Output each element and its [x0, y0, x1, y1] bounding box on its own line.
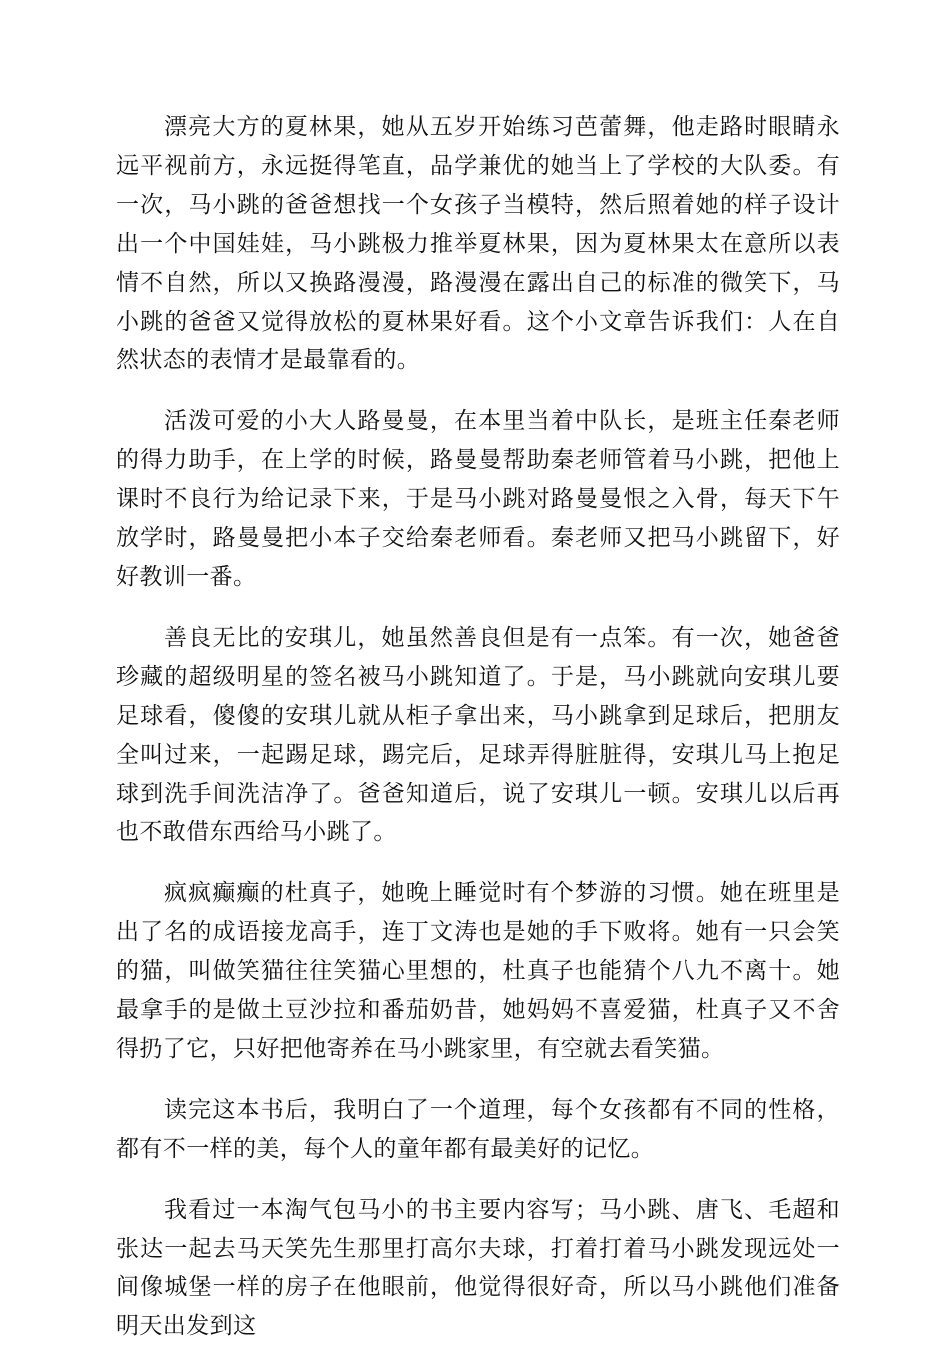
paragraph-4: 疯疯癫癫的杜真子，她晚上睡觉时有个梦游的习惯。她在班里是出了名的成语接龙高手，连丁文涛也是她的手下败将。她有一只会笑的猫，叫做笑猫往往笑猫心里想的，杜真子也能猜个八九不离十。她最拿手的是做土豆沙拉和番茄奶昔，她妈妈不喜爱猫，杜真子又不舍得扔了它，只好把他寄养在马小跳家里，有空就去看笑猫。 — [116, 880, 840, 1062]
paragraph-6: 我看过一本淘气包马小的书主要内容写；马小跳、唐飞、毛超和张达一起去马天笑先生那里打高尔夫球，打着打着马小跳发现远处一间像城堡一样的房子在他眼前，他觉得很好奇，所以马小跳他们准备明天出发到这 — [116, 1196, 840, 1340]
paragraph-3: 善良无比的安琪儿，她虽然善良但是有一点笨。有一次，她爸爸珍藏的超级明星的签名被马小跳知道了。于是，马小跳就向安琪儿要足球看，傻傻的安琪儿就从柜子拿出来，马小跳拿到足球后，把朋友全叫过来，一起踢足球，踢完后，足球弄得脏脏得，安琪儿马上抱足球到洗手间洗洁净了。爸爸知道后，说了安琪儿一顿。安琪儿以后再也不敢借东西给马小跳了。 — [116, 624, 840, 846]
document-body — [116, 108, 840, 1368]
paragraph-5: 读完这本书后，我明白了一个道理，每个女孩都有不同的性格，都有不一样的美，每个人的童年都有最美好的记忆。 — [116, 1096, 840, 1162]
paragraph-1: 漂亮大方的夏林果，她从五岁开始练习芭蕾舞，他走路时眼睛永远平视前方，永远挺得笔直，品学兼优的她当上了学校的大队委。有一次，马小跳的爸爸想找一个女孩子当模特，然后照着她的样子设计出一个中国娃娃，马小跳极力推举夏林果，因为夏林果太在意所以表情不自然，所以又换路漫漫，路漫漫在露出自己的标准的微笑下，马小跳的爸爸又觉得放松的夏林果好看。这个小文章告诉我们：人在自然状态的表情才是最靠看的。 — [116, 114, 840, 374]
paragraph-2: 活泼可爱的小大人路曼曼，在本里当着中队长，是班主任秦老师的得力助手，在上学的时候，路曼曼帮助秦老师管着马小跳，把他上课时不良行为给记录下来，于是马小跳对路曼曼恨之入骨，每天下午放学时，路曼曼把小本子交给秦老师看。秦老师又把马小跳留下，好好教训一番。 — [116, 408, 840, 590]
